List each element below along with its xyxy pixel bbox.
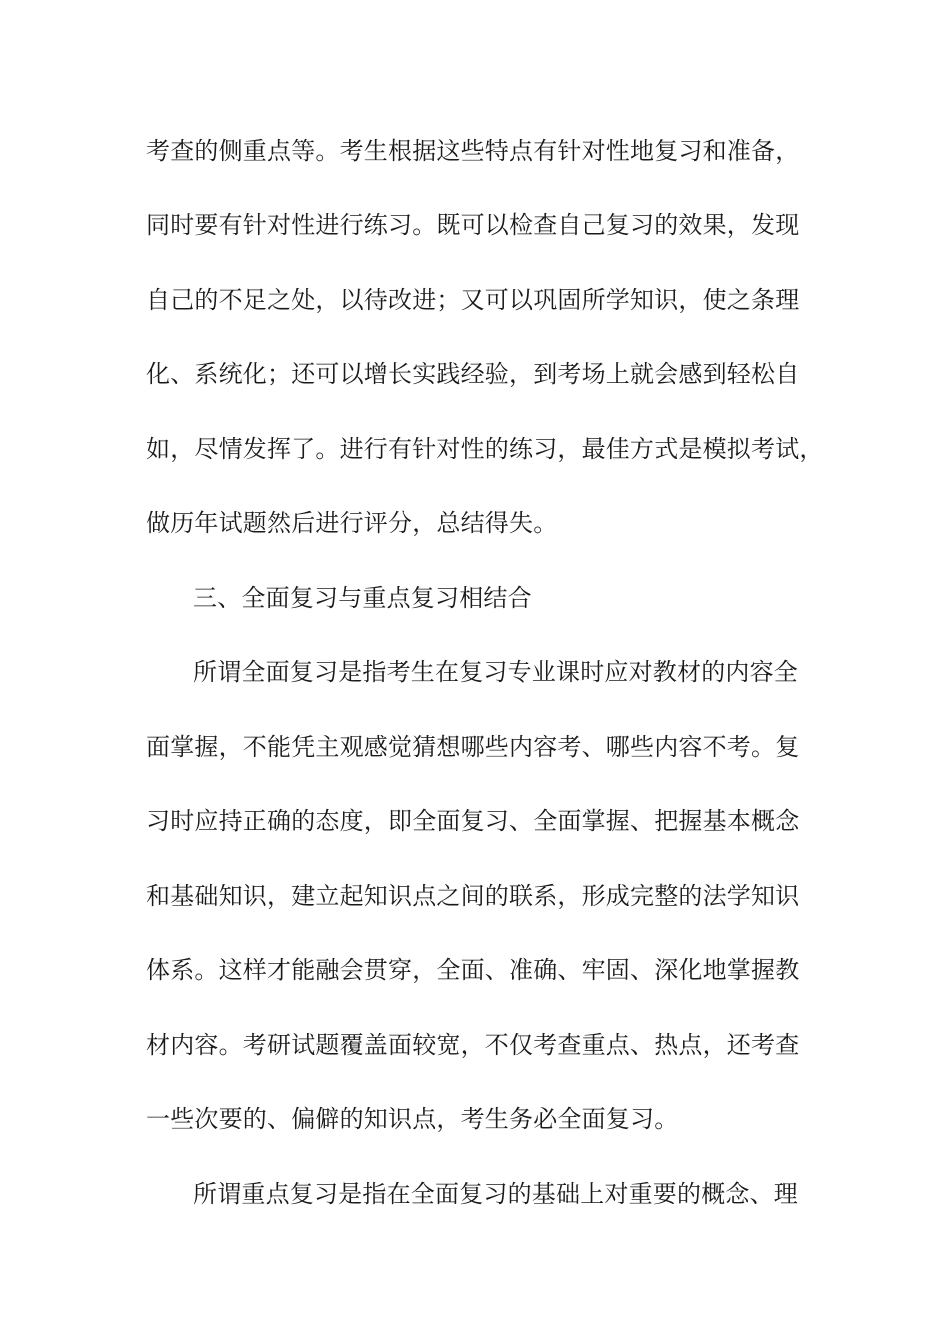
text-line: 化、系统化；还可以增长实践经验，到考场上就会感到轻松自 <box>146 360 800 388</box>
text-line: 习时应持正确的态度，即全面复习、全面掌握、把握基本概念 <box>146 807 800 835</box>
text-line: 如，尽情发挥了。进行有针对性的练习，最佳方式是模拟考试， <box>146 435 824 463</box>
text-line: 同时要有针对性进行练习。既可以检查自己复习的效果，发现 <box>146 211 800 239</box>
text-line: 体系。这样才能融会贯穿，全面、准确、牢固、深化地掌握教 <box>146 956 800 984</box>
section-heading: 三、全面复习与重点复习相结合 <box>193 584 532 612</box>
text-line: 自己的不足之处，以待改进；又可以巩固所学知识，使之条理 <box>146 286 800 314</box>
paragraph-first-line: 所谓全面复习是指考生在复习专业课时应对教材的内容全 <box>193 658 798 686</box>
text-line: 考查的侧重点等。考生根据这些特点有针对性地复习和准备， <box>146 137 800 165</box>
text-line: 做历年试题然后进行评分，总结得失。 <box>146 509 558 537</box>
text-line: 材内容。考研试题覆盖面较宽，不仅考查重点、热点，还考查 <box>146 1031 800 1059</box>
paragraph-first-line: 所谓重点复习是指在全面复习的基础上对重要的概念、理 <box>193 1180 798 1208</box>
text-line: 一些次要的、偏僻的知识点，考生务必全面复习。 <box>146 1105 679 1133</box>
text-line: 面掌握，不能凭主观感觉猜想哪些内容考、哪些内容不考。复 <box>146 733 800 761</box>
text-line: 和基础知识，建立起知识点之间的联系，形成完整的法学知识 <box>146 882 800 910</box>
